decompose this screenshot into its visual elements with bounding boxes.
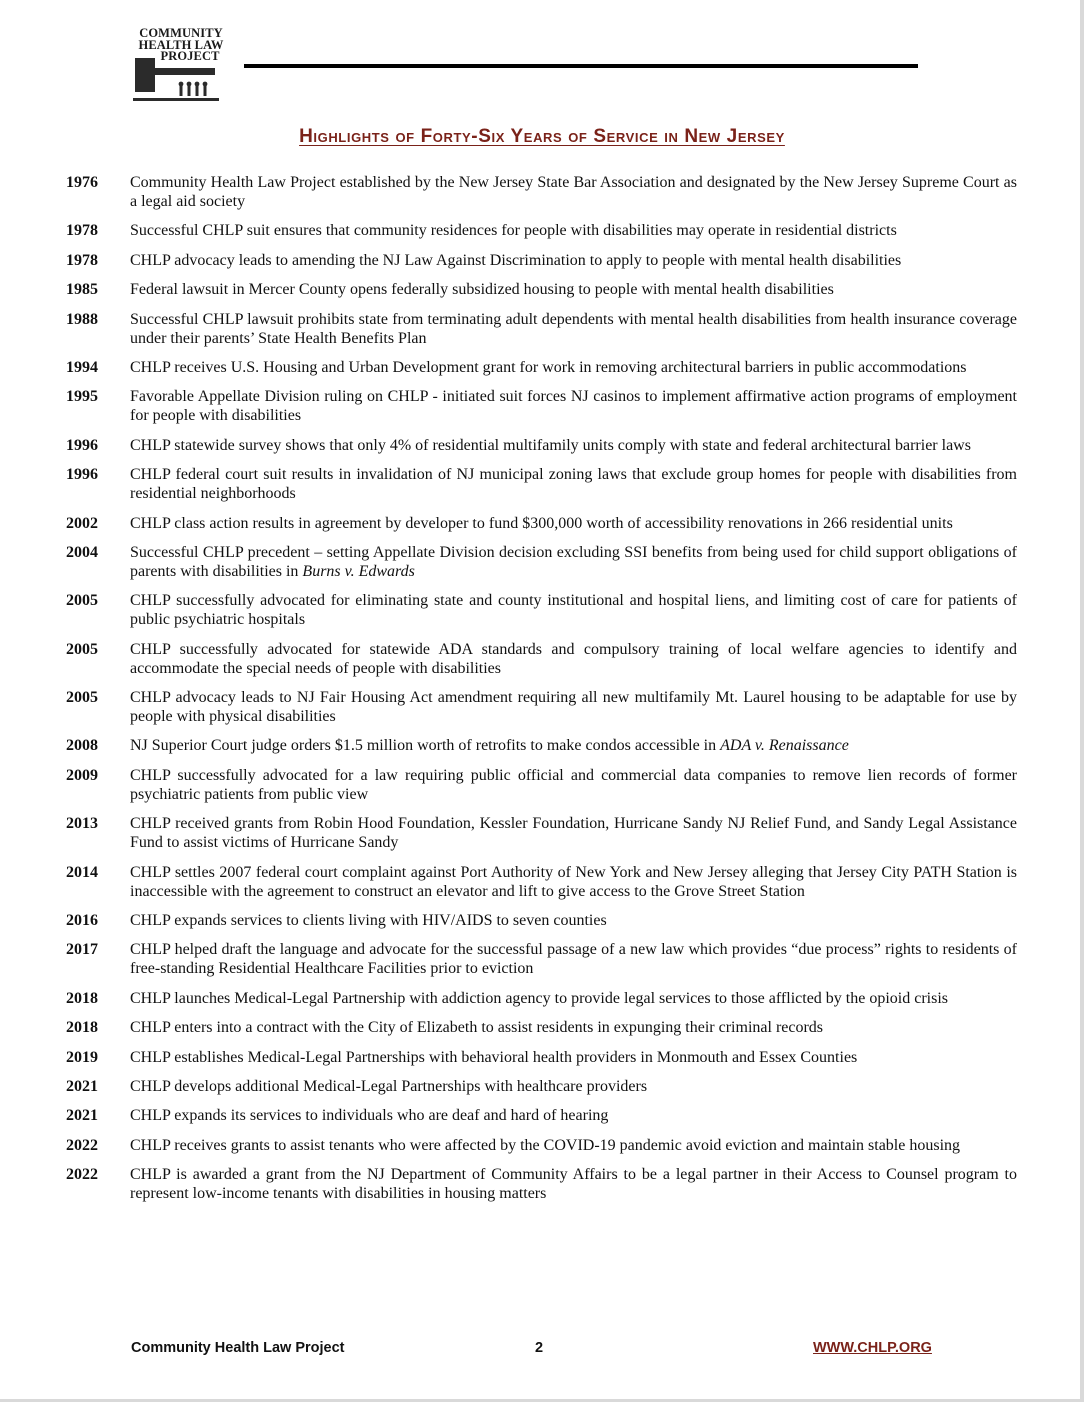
entry-text: CHLP expands its services to individuals who are deaf and hard of hearing xyxy=(130,1107,609,1125)
entry-year: 2004 xyxy=(66,543,98,561)
entry-year: 1994 xyxy=(66,358,98,376)
entry-description xyxy=(130,989,1017,1008)
entry-year: 2018 xyxy=(66,989,98,1007)
entry-description xyxy=(130,1077,1017,1096)
page-edge xyxy=(1080,0,1084,1402)
logo-line: HEALTH LAW xyxy=(138,37,224,52)
entry-year: 2021 xyxy=(66,1077,98,1095)
header-rule xyxy=(244,64,918,68)
entry-text: CHLP expands services to clients living with HIV/AIDS to seven counties xyxy=(130,912,607,930)
entry-description xyxy=(130,940,1017,978)
case-name: Burns v. Edwards xyxy=(302,562,415,580)
entry-year: 2005 xyxy=(66,689,98,707)
entry-year: 1988 xyxy=(66,310,98,328)
entry-text: CHLP receives grants to assist tenants who were affected by the COVID-19 pandemic avoid eviction and maintain stable housing xyxy=(130,1136,961,1154)
timeline-entry xyxy=(66,436,1017,455)
timeline-entry xyxy=(66,1048,1017,1067)
entry-text: Community Health Law Project established by the New Jersey State Bar Association and designated by the New Jersey Supreme Court as a legal aid society xyxy=(130,174,1017,210)
entry-description xyxy=(130,766,1017,804)
entry-description xyxy=(130,1018,1017,1037)
entry-text: CHLP advocacy leads to NJ Fair Housing Act amendment requiring all new multifamily Mt. Laurel housing to be adaptable for use by people with physical disabilities xyxy=(130,689,1017,726)
entry-text: CHLP receives U.S. Housing and Urban Development grant for work in removing architectural barriers in public accommodations xyxy=(130,358,967,376)
entry-year: 2008 xyxy=(66,737,98,755)
timeline-entry xyxy=(66,465,1017,503)
entry-text: CHLP class action results in agreement by developer to fund $300,000 worth of accessibility renovations in 266 residential units xyxy=(130,514,953,532)
entry-text: CHLP statewide survey shows that only 4% of residential multifamily units comply with state and federal architectural barrier laws xyxy=(130,436,971,454)
entry-year: 1985 xyxy=(66,281,98,299)
entry-text: CHLP received grants from Robin Hood Foundation, Kessler Foundation, Hurricane Sandy NJ Relief Fund, and Sandy Legal Assistance Fund to assist victims of Hurricane Sandy xyxy=(130,815,1017,852)
entry-description xyxy=(130,688,1017,726)
entry-description xyxy=(130,1165,1017,1203)
entry-text: Favorable Appellate Division ruling on CHLP - initiated suit forces NJ casinos to implement affirmative action programs of employment for people with disabilities xyxy=(130,388,1017,425)
timeline-entry xyxy=(66,543,1017,581)
timeline-entry xyxy=(66,863,1017,901)
timeline-entry xyxy=(66,387,1017,425)
timeline-entry xyxy=(66,688,1017,726)
case-name: ADA v. Renaissance xyxy=(720,737,849,755)
entry-description xyxy=(130,736,1017,755)
timeline-entry xyxy=(66,591,1017,629)
entry-text: CHLP advocacy leads to amending the NJ Law Against Discrimination to apply to people with mental health disabilities xyxy=(130,251,902,269)
timeline-entry xyxy=(66,940,1017,978)
entry-text: CHLP develops additional Medical-Legal Partnerships with healthcare providers xyxy=(130,1077,648,1095)
page-number: 2 xyxy=(535,1340,544,1356)
entry-year: 2016 xyxy=(66,912,98,930)
entry-text: CHLP successfully advocated for statewide ADA standards and compulsory training of local welfare agencies to identify and accommodate the special needs of people with disabilities xyxy=(130,640,1017,677)
chlp-logo xyxy=(133,28,229,106)
entry-text: CHLP is awarded a grant from the NJ Department of Community Affairs to be a legal partner in their Access to Counsel program to represent low-income tenants with disabilities in housing matters xyxy=(130,1166,1017,1203)
entry-text: CHLP settles 2007 federal court complaint against Port Authority of New York and New Jersey alleging that Jersey City PATH Station is inaccessible with the agreement to construct an elevator and lift to give access to the Grove Street Station xyxy=(130,863,1017,900)
timeline-entry xyxy=(66,1165,1017,1203)
entry-text: CHLP launches Medical-Legal Partnership with addiction agency to provide legal services to those afflicted by the opioid crisis xyxy=(130,989,948,1007)
entry-year: 2017 xyxy=(66,941,98,959)
entry-text: CHLP successfully advocated for a law requiring public official and commercial data companies to remove lien records of former psychiatric patients from public view xyxy=(130,766,1017,803)
entry-description xyxy=(130,310,1017,348)
entry-description xyxy=(130,863,1017,901)
entry-text: Successful CHLP precedent – setting Appellate Division decision excluding SSI benefits from being used for child support obligations of parents with disabilities in xyxy=(130,543,1017,580)
entry-text: CHLP federal court suit results in invalidation of NJ municipal zoning laws that exclude group homes for people with disabilities from residential neighborhoods xyxy=(130,466,1017,503)
timeline-entry xyxy=(66,766,1017,804)
entry-description xyxy=(130,514,1017,533)
entry-year: 1995 xyxy=(66,388,98,406)
timeline-entry xyxy=(66,640,1017,678)
timeline-entry xyxy=(66,1106,1017,1125)
logo-line: PROJECT xyxy=(160,49,220,63)
entry-description xyxy=(130,465,1017,503)
entry-description xyxy=(130,173,1017,211)
footer-org-name: Community Health Law Project xyxy=(131,1340,345,1356)
page-title: Highlights of Forty-Six Years of Service in New Jersey xyxy=(299,126,785,147)
entry-description xyxy=(130,1106,1017,1125)
timeline-entry xyxy=(66,989,1017,1008)
timeline-entry xyxy=(66,514,1017,533)
timeline-entry xyxy=(66,251,1017,270)
entry-year: 2013 xyxy=(66,815,98,833)
entry-year: 2014 xyxy=(66,863,98,881)
entry-description xyxy=(130,591,1017,629)
entry-year: 2018 xyxy=(66,1019,98,1037)
entry-year: 2021 xyxy=(66,1107,98,1125)
entry-year: 1978 xyxy=(66,222,98,240)
entry-year: 2005 xyxy=(66,592,98,610)
footer-website-link[interactable]: WWW.CHLP.ORG xyxy=(813,1340,932,1356)
entry-description xyxy=(130,387,1017,425)
entry-year: 1996 xyxy=(66,466,98,484)
entry-year: 1996 xyxy=(66,436,98,454)
entry-description xyxy=(130,543,1017,581)
entry-text: CHLP successfully advocated for eliminating state and county institutional and hospital liens, and limiting cost of care for patients of public psychiatric hospitals xyxy=(130,592,1017,629)
entry-description xyxy=(130,814,1017,852)
timeline-entry xyxy=(66,1136,1017,1155)
entry-description xyxy=(130,280,1017,299)
timeline-entry xyxy=(66,911,1017,930)
entry-description xyxy=(130,436,1017,455)
timeline-entry xyxy=(66,1018,1017,1037)
timeline-entry xyxy=(66,736,1017,755)
entry-text: Successful CHLP lawsuit prohibits state from terminating adult dependents with mental health disabilities from health insurance coverage under their parents’ State Health Benefits Plan xyxy=(130,310,1017,347)
timeline-entry xyxy=(66,221,1017,240)
entry-description xyxy=(130,1048,1017,1067)
timeline-entry xyxy=(66,358,1017,377)
timeline-entry xyxy=(66,173,1017,211)
entry-text: CHLP helped draft the language and advocate for the successful passage of a new law which provides “due process” rights to residents of free-standing Residential Healthcare Facilities prior to eviction xyxy=(130,941,1017,978)
entry-year: 2002 xyxy=(66,514,98,532)
timeline-entry xyxy=(66,280,1017,299)
entry-text: CHLP establishes Medical-Legal Partnerships with behavioral health providers in Monmouth and Essex Counties xyxy=(130,1048,858,1066)
entry-year: 2009 xyxy=(66,766,98,784)
entry-description xyxy=(130,911,1017,930)
entry-year: 1976 xyxy=(66,174,98,191)
entry-year: 1978 xyxy=(66,251,98,269)
entry-text: Federal lawsuit in Mercer County opens federally subsidized housing to people with mental health disabilities xyxy=(130,281,834,299)
entry-description xyxy=(130,251,1017,270)
entry-description xyxy=(130,1136,1017,1155)
timeline-entry xyxy=(66,1077,1017,1096)
entry-description xyxy=(130,358,1017,377)
entry-description xyxy=(130,640,1017,678)
gavel-icon xyxy=(133,58,229,106)
entry-description xyxy=(130,221,1017,240)
entry-year: 2005 xyxy=(66,640,98,658)
entry-text: CHLP enters into a contract with the City of Elizabeth to assist residents in expunging their criminal records xyxy=(130,1019,824,1037)
timeline-entry xyxy=(66,310,1017,348)
entry-text: Successful CHLP suit ensures that community residences for people with disabilities may operate in residential districts xyxy=(130,222,897,240)
entry-year: 2022 xyxy=(66,1166,98,1184)
logo-line: COMMUNITY xyxy=(139,26,223,40)
page-footer xyxy=(0,1340,1084,1360)
timeline-list xyxy=(66,173,1017,1214)
entry-text: NJ Superior Court judge orders $1.5 million worth of retrofits to make condos accessible in xyxy=(130,737,721,755)
timeline-entry xyxy=(66,814,1017,852)
entry-year: 2019 xyxy=(66,1048,98,1066)
entry-year: 2022 xyxy=(66,1136,98,1154)
